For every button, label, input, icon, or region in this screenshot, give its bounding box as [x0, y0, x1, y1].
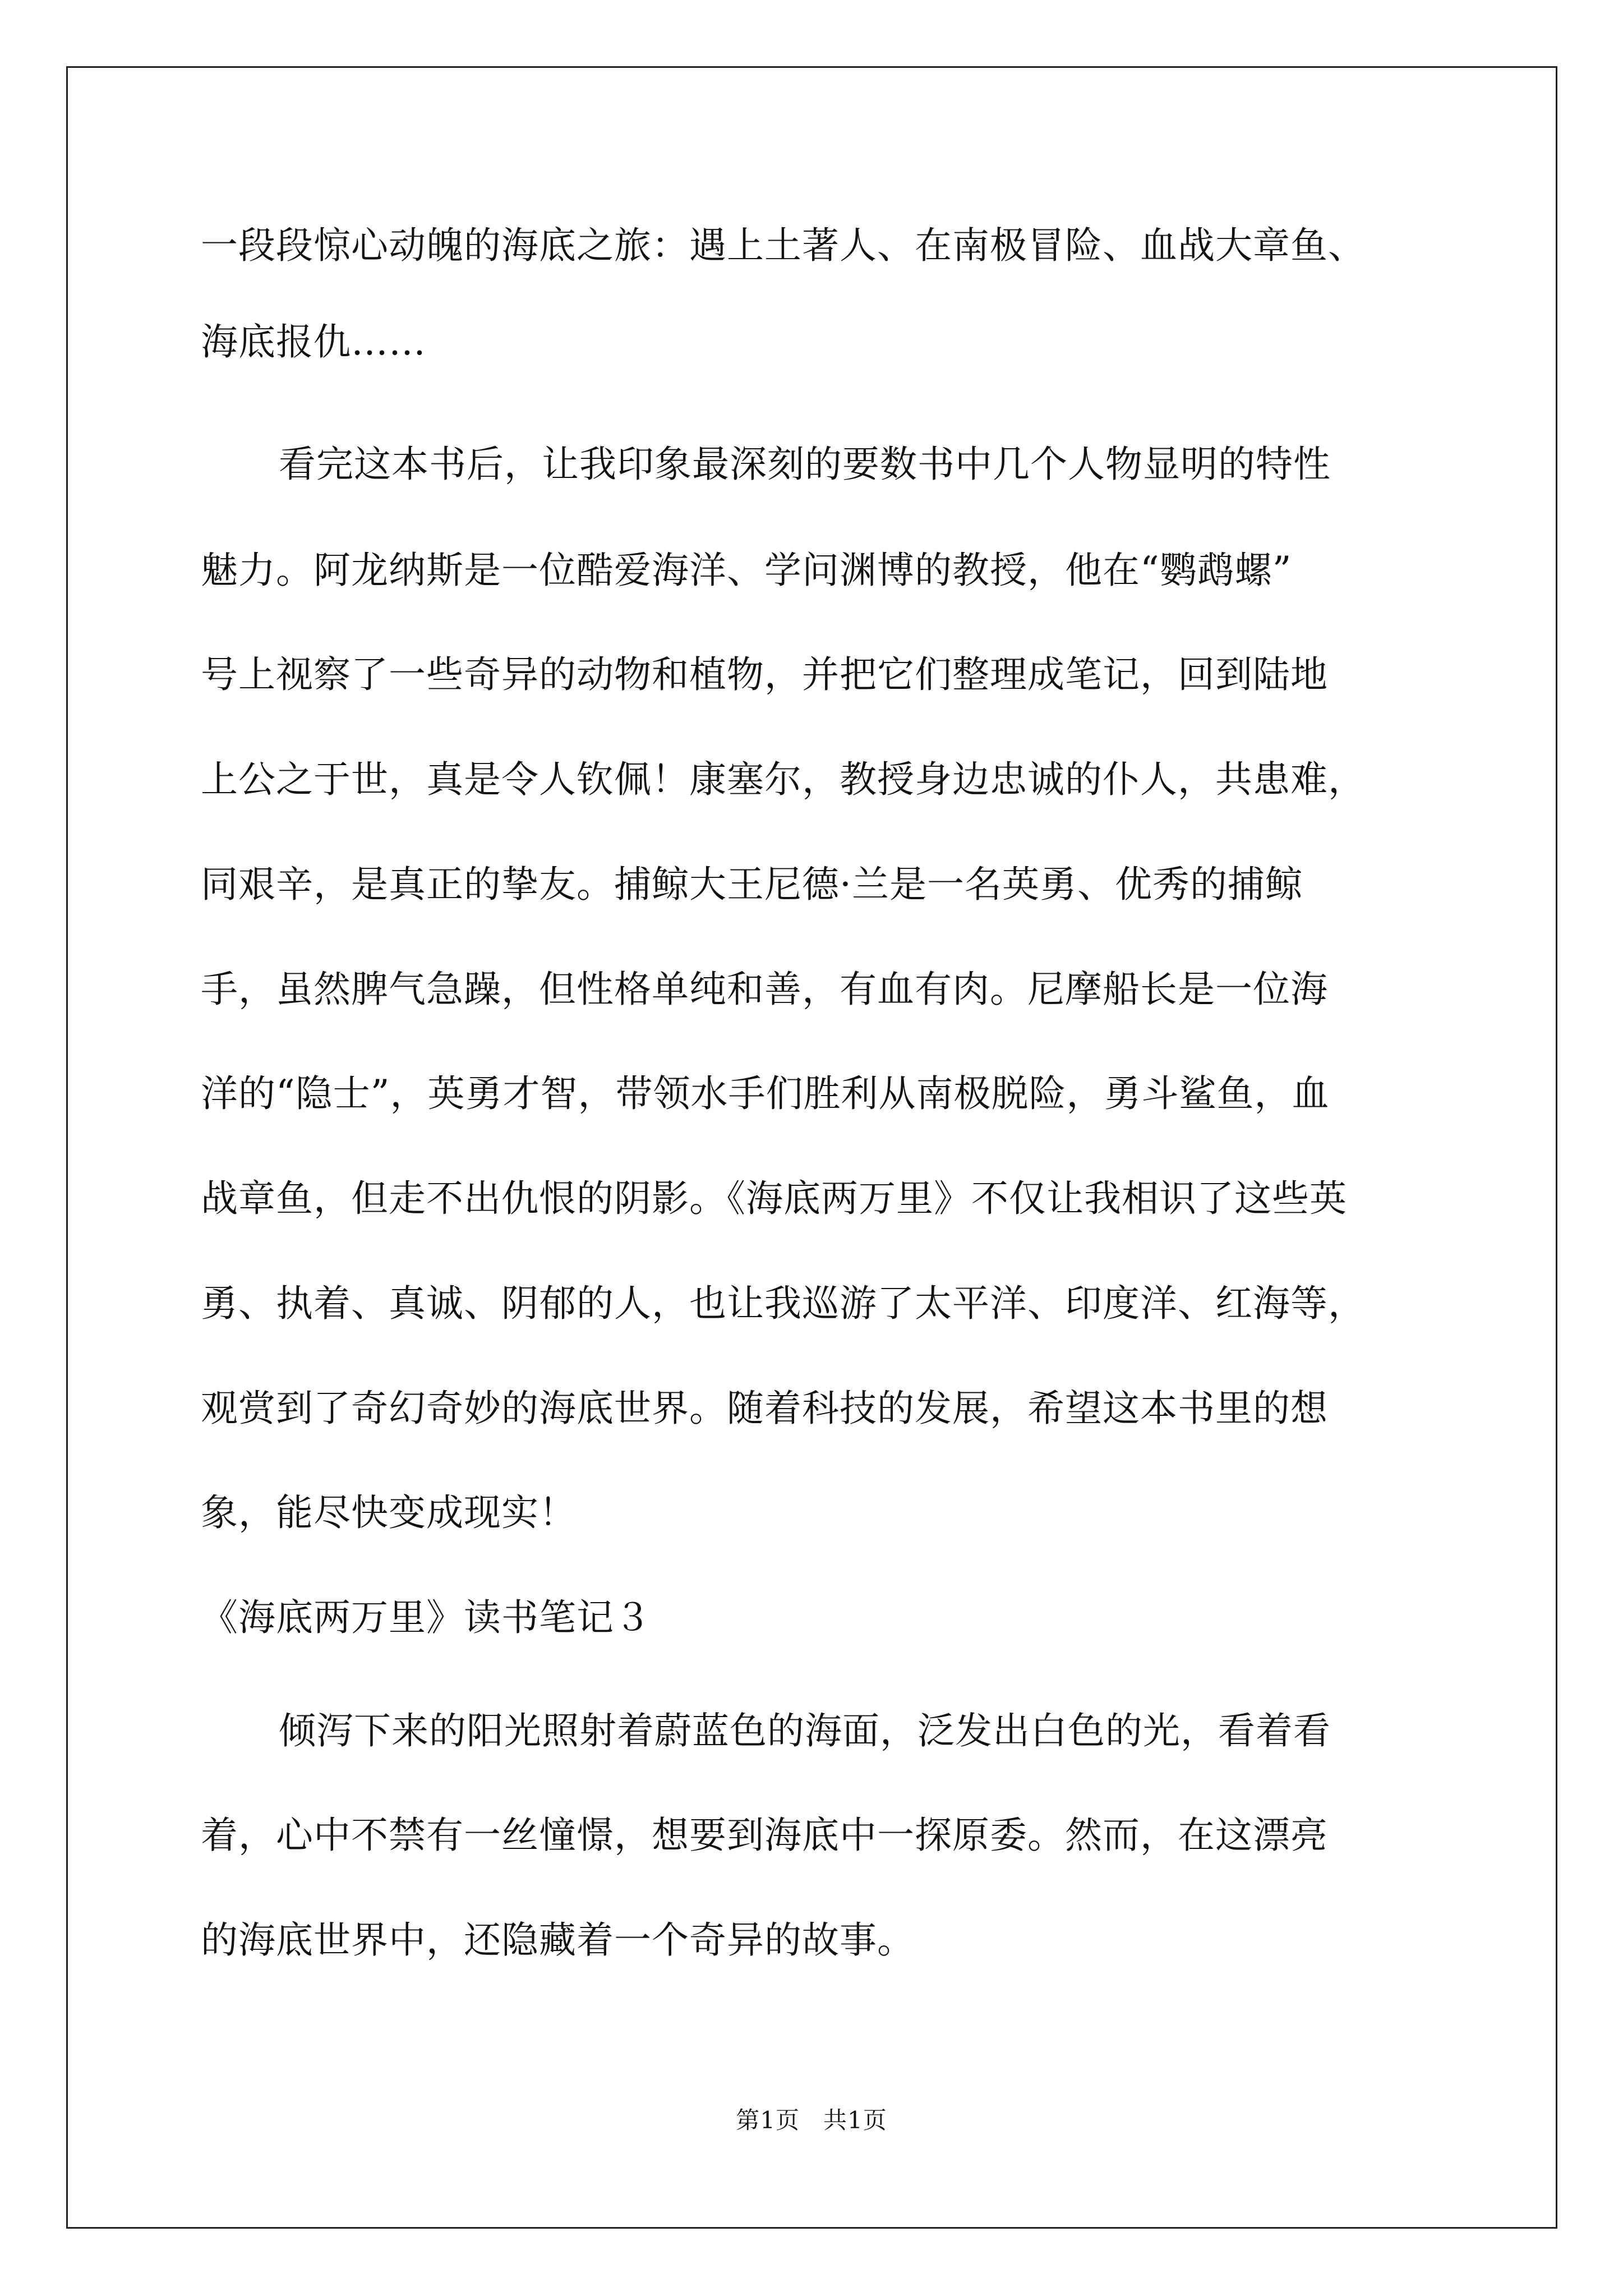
text-line: 倾泻下来的阳光照射着蔚蓝色的海面，泛发出白色的光，看着看 [279, 1709, 1331, 1752]
text-line: 的海底世界中，还隐藏着一个奇异的故事。 [201, 1918, 915, 1962]
text-line: 号上视察了一些奇异的动物和植物，并把它们整理成笔记，回到陆地 [201, 653, 1328, 696]
page-border [66, 66, 1557, 2229]
text-line: 观赏到了奇幻奇妙的海底世界。随着科技的发展，希望这本书里的想 [201, 1387, 1328, 1430]
page-number: 第1页 [736, 2106, 800, 2134]
text-line: 着，心中不禁有一丝憧憬，想要到海底中一探原委。然而，在这漂亮 [201, 1814, 1328, 1857]
text-line: 看完这本书后，让我印象最深刻的要数书中几个人物显明的特性 [279, 443, 1331, 486]
text-line: 手，虽然脾气急躁，但性格单纯和善，有血有肉。尼摩船长是一位海 [201, 968, 1328, 1011]
page-footer [0, 2105, 1623, 2136]
text-line: 同艰辛，是真正的挚友。捕鲸大王尼德·兰是一名英勇、优秀的捕鲸 [201, 863, 1303, 906]
text-line: 勇、执着、真诚、阴郁的人，也让我巡游了太平洋、印度洋、红海等， [201, 1282, 1366, 1325]
text-line: 一段段惊心动魄的海底之旅：遇上土著人、在南极冒险、血战大章鱼、 [201, 224, 1366, 267]
text-line: 象，能尽快变成现实！ [201, 1491, 577, 1534]
text-line: 战章鱼，但走不出仇恨的阴影。《海底两万里》不仅让我相识了这些英 [201, 1177, 1347, 1220]
text-line: 魅力。阿龙纳斯是一位酷爱海洋、学问渊博的教授，他在“鹦鹉螺” [201, 549, 1292, 592]
text-line: 洋的“隐士”，英勇才智，带领水手们胜利从南极脱险，勇斗鲨鱼，血 [201, 1072, 1330, 1115]
text-line: 海底报仇…… [201, 320, 426, 364]
text-line: 上公之于世，真是令人钦佩！康塞尔，教授身边忠诚的仆人，共患难， [201, 758, 1366, 801]
section-heading: 《海底两万里》读书笔记３ [201, 1596, 652, 1639]
page-total: 共1页 [823, 2106, 887, 2134]
